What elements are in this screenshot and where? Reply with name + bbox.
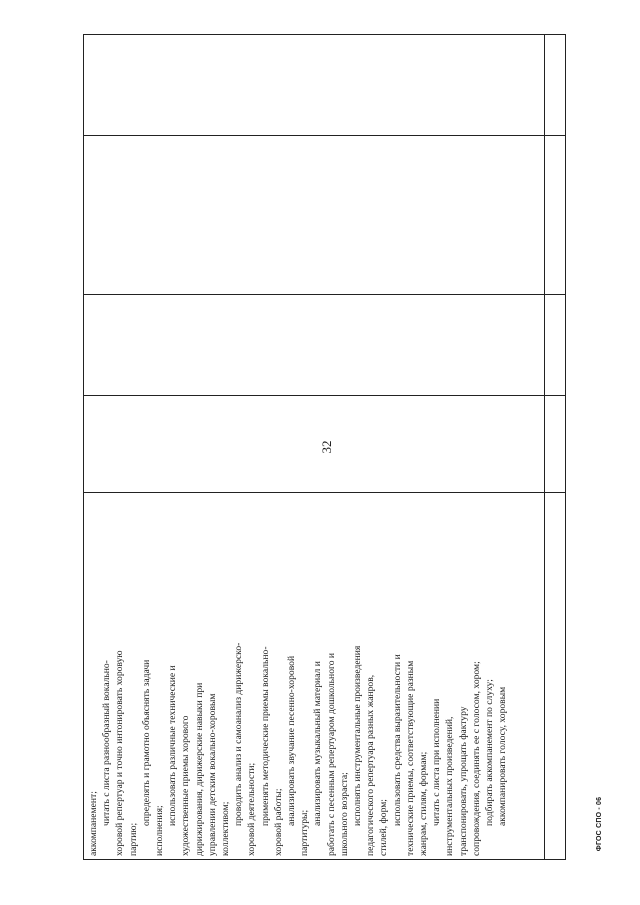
cell-line: хоровой деятельности; [246,762,258,856]
table-row-divider [83,135,566,136]
cell-line: применять методические приемы вокально- [259,646,271,826]
cell-line: технические приемы, соответствующие разным [404,660,416,856]
cell-line: хоровой репертуар и точно интонировать хоровую [114,650,126,856]
footer-code: ФГОС СПО - 06 [596,796,603,852]
cell-line: определять и грамотно объяснять задачи [140,659,152,826]
cell-line: читать с листа разнообразный вокально- [101,660,113,826]
cell-line: читать с листа при исполнении [431,698,443,826]
page-number: 32 [319,440,334,454]
cell-line: анализировать музыкальный материал и [312,661,324,826]
cell-line: использовать средства выразительности и [391,654,403,826]
cell-line: использовать различные технические и [167,665,179,826]
cell-line: дирижирования, дирижерские навыки при [193,682,205,856]
cell-line: коллективом; [220,801,232,856]
cell-line: анализировать звучание песенно-хоровой [286,655,298,826]
cell-line: работать с песенным репертуаром дошкольного и [325,652,337,856]
cell-line: подбирать аккомпанемент по слуху; [484,679,496,826]
cell-line: транспонировать, упрощать фактуру [457,706,469,856]
cell-text [87,494,510,856]
cell-line: партию; [127,822,139,856]
table-cell-skills [85,492,563,860]
cell-line: сопровождения, соединять ее с голосом, хором; [470,661,482,856]
table-row-divider [83,395,566,396]
cell-line: стилей, форм; [378,799,390,856]
cell-line: партитуры; [299,809,311,856]
cell-line: хоровой работы; [272,788,284,856]
cell-line: исполнения; [154,805,166,856]
cell-line: проводить анализ и самоанализ дирижерско- [233,642,245,826]
cell-line: аккомпанемент; [88,791,99,856]
table-row-divider [83,294,566,295]
cell-line: аккомпанировать голосу, хоровым [497,686,509,826]
cell-line: школьного возраста; [338,772,350,856]
cell-line: жанрам, стилям, формам; [418,751,430,856]
cell-line: педагогического репертуара разных жанров, [365,674,377,856]
cell-line: управлении детским вокально-хоровым [206,693,218,856]
cell-line: исполнять инструментальные произведения [352,645,364,826]
cell-line: инструментальных произведений, [444,716,456,856]
cell-line: художественные приемы хорового [180,715,192,856]
